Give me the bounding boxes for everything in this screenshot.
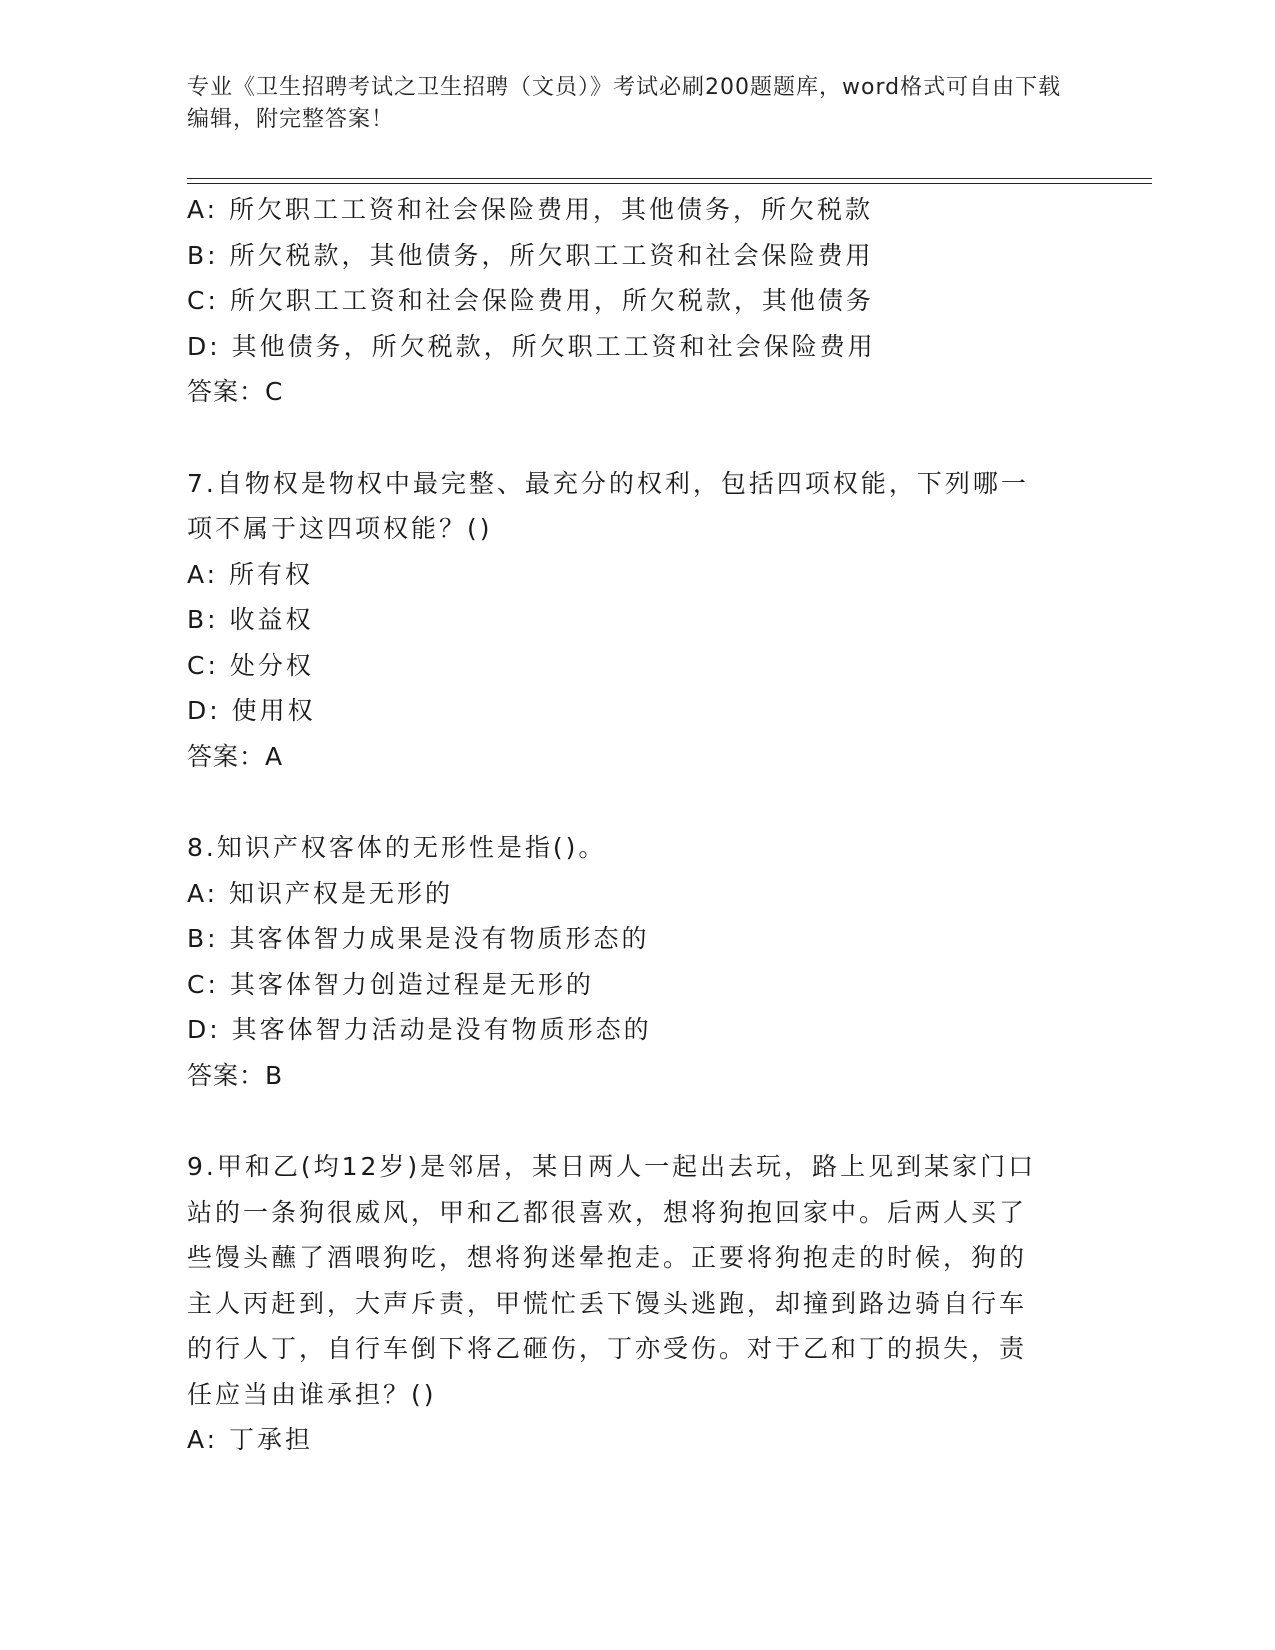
option-a: A: 所有权	[187, 559, 314, 589]
option-c: C: 其客体智力创造过程是无形的	[187, 969, 594, 999]
question-7	[187, 461, 1087, 780]
question-stem: 任应当由谁承担？()	[187, 1379, 437, 1409]
question-stem: 主人丙赶到，大声斥责，甲慌忙丢下馒头逃跑，却撞到路边骑自行车	[187, 1288, 1028, 1318]
option-b: B: 所欠税款，其他债务，所欠职工工资和社会保险费用	[187, 240, 874, 270]
option-a: A: 所欠职工工资和社会保险费用，其他债务，所欠税款	[187, 195, 874, 224]
question-stem: 9.甲和乙(均12岁)是邻居，某日两人一起出去玩，路上见到某家门口	[187, 1152, 1037, 1181]
question-stem: 7.自物权是物权中最完整、最充分的权利，包括四项权能，下列哪一	[187, 468, 1029, 498]
option-a: A: 知识产权是无形的	[187, 878, 454, 908]
option-d: D: 使用权	[187, 696, 316, 725]
answer: 答案：A	[187, 741, 284, 771]
question-8	[187, 825, 1087, 1098]
answer: 答案：B	[187, 1060, 284, 1090]
option-a: A: 丁承担	[187, 1425, 314, 1454]
header-divider	[187, 178, 1152, 184]
document-header: 专业《卫生招聘考试之卫生招聘（文员）》考试必刷200题题库，word格式可自由下载编辑，附完整答案！	[187, 75, 1062, 132]
option-d: D: 其客体智力活动是没有物质形态的	[187, 1015, 652, 1044]
question-stem: 站的一条狗很威风，甲和乙都很喜欢，想将狗抱回家中。后两人买了	[187, 1197, 1028, 1227]
option-d: D: 其他债务，所欠税款，所欠职工工资和社会保险费用	[187, 331, 876, 361]
question-stem: 8.知识产权客体的无形性是指()。	[187, 833, 607, 862]
option-c: C: 处分权	[187, 650, 314, 680]
question-stem: 项不属于这四项权能？()	[187, 514, 493, 543]
question-stem: 的行人丁，自行车倒下将乙砸伤，丁亦受伤。对于乙和丁的损失，责	[187, 1334, 1028, 1363]
document-body	[187, 187, 1087, 1463]
option-b: B: 收益权	[187, 605, 314, 634]
question-9	[187, 1144, 1087, 1463]
answer: 答案：C	[187, 377, 284, 406]
option-b: B: 其客体智力成果是没有物质形态的	[187, 924, 650, 953]
option-c: C: 所欠职工工资和社会保险费用，所欠税款，其他债务	[187, 286, 874, 315]
question-6-continued	[187, 187, 1087, 415]
question-stem: 些馒头蘸了酒喂狗吃，想将狗迷晕抱走。正要将狗抱走的时候，狗的	[187, 1243, 1028, 1272]
